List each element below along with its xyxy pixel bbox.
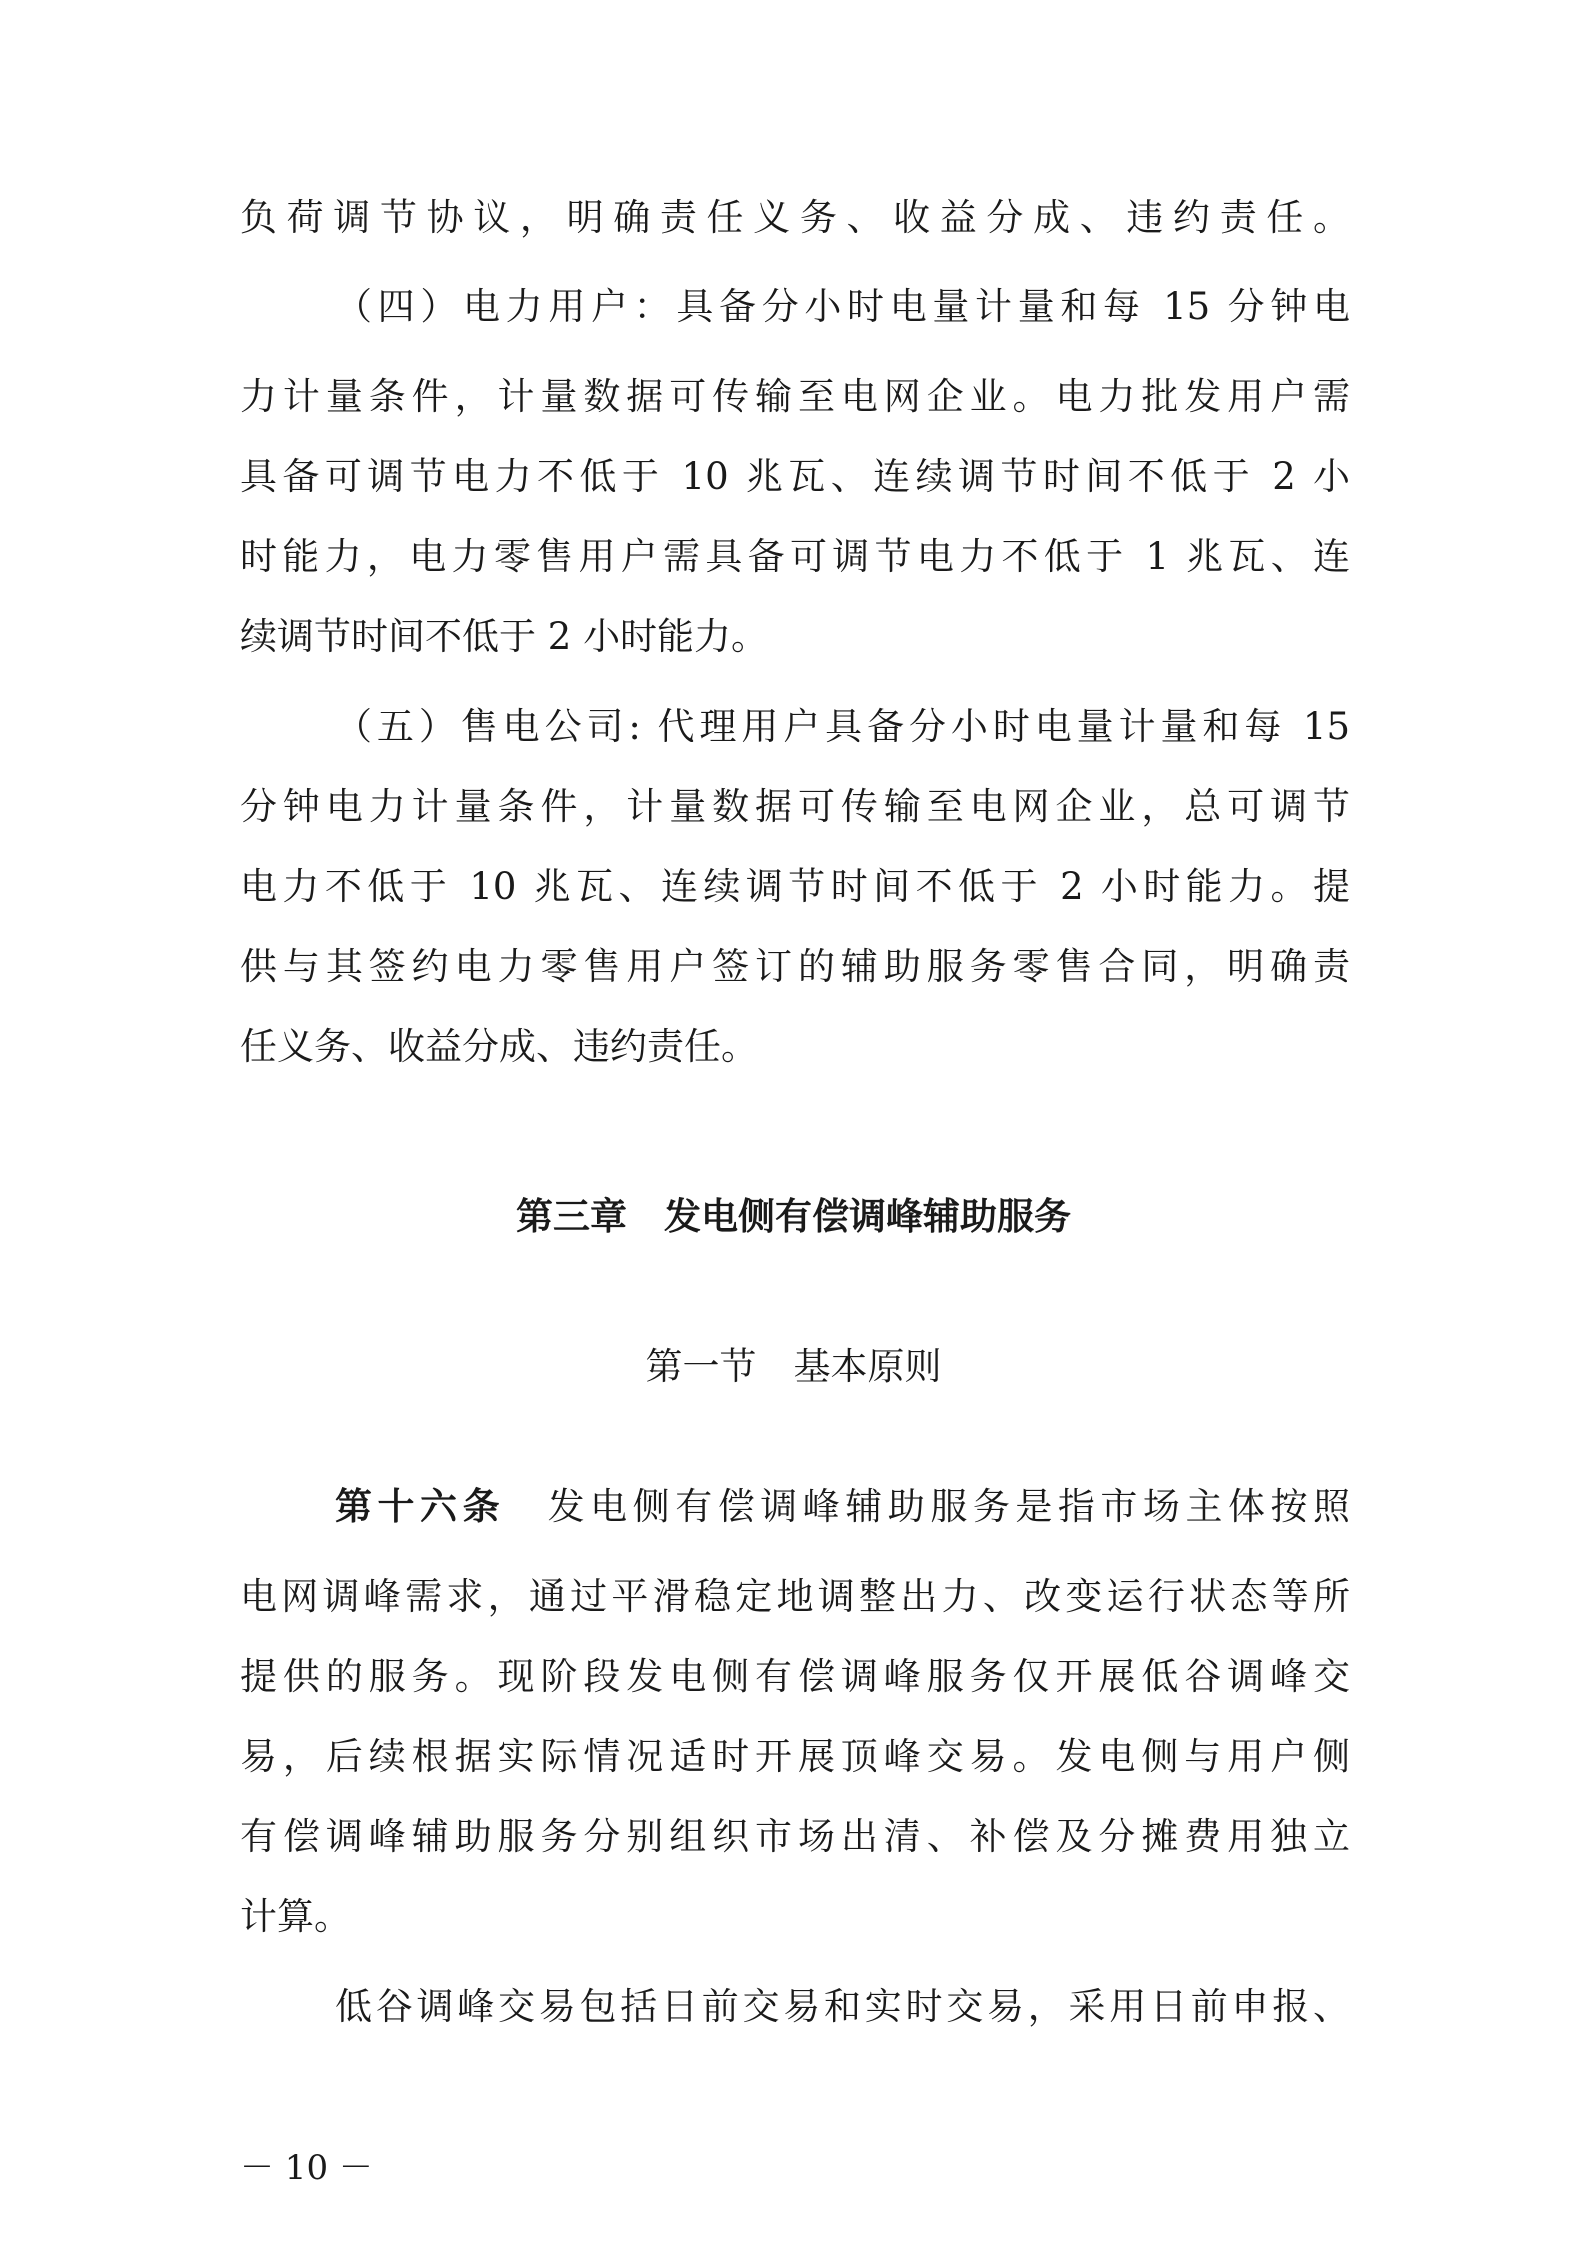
- page-number: － 10 －: [240, 2148, 373, 2188]
- text-line-6: 续调节时间不低于 2 小时能力。: [240, 615, 769, 658]
- article-first-line: [335, 1477, 1350, 1537]
- text-line-5: 时能力，电力零售用户需具备可调节电力不低于 1 兆瓦、连: [240, 535, 1350, 578]
- text-line-11: 任义务、收益分成、违约责任。: [240, 1025, 758, 1068]
- section-title: 第一节 基本原则: [645, 1345, 942, 1388]
- article-first-line-text: 发电侧有偿调峰辅助服务是指市场主体按照: [547, 1485, 1350, 1528]
- text-line-2: （四）电力用户：具备分小时电量计量和每 15 分钟电: [335, 285, 1350, 328]
- text-line-3: 力计量条件，计量数据可传输至电网企业。电力批发用户需: [240, 375, 1350, 418]
- text-line-9: 电力不低于 10 兆瓦、连续调节时间不低于 2 小时能力。提: [240, 865, 1350, 908]
- article-line-6: 计算。: [240, 1895, 351, 1938]
- article-line-3: 提供的服务。现阶段发电侧有偿调峰服务仅开展低谷调峰交: [240, 1655, 1350, 1698]
- text-line-10: 供与其签约电力零售用户签订的辅助服务零售合同，明确责: [240, 945, 1350, 988]
- text-line-8: 分钟电力计量条件，计量数据可传输至电网企业，总可调节: [240, 785, 1350, 828]
- article-line-4: 易，后续根据实际情况适时开展顶峰交易。发电侧与用户侧: [240, 1735, 1350, 1778]
- article-label: 第十六条: [335, 1485, 506, 1528]
- article-line-2: 电网调峰需求，通过平滑稳定地调整出力、改变运行状态等所: [240, 1575, 1350, 1618]
- paragraph-line: 低谷调峰交易包括日前交易和实时交易，采用日前申报、: [335, 1985, 1350, 2028]
- article-line-5: 有偿调峰辅助服务分别组织市场出清、补偿及分摊费用独立: [240, 1815, 1350, 1858]
- chapter-title: 第三章 发电侧有偿调峰辅助服务: [516, 1195, 1071, 1238]
- text-line-4: 具备可调节电力不低于 10 兆瓦、连续调节时间不低于 2 小: [240, 455, 1350, 498]
- text-line-1: 负荷调节协议，明确责任义务、收益分成、违约责任。: [240, 196, 1350, 239]
- text-line-7: （五）售电公司: 代理用户具备分小时电量计量和每 15: [335, 705, 1350, 748]
